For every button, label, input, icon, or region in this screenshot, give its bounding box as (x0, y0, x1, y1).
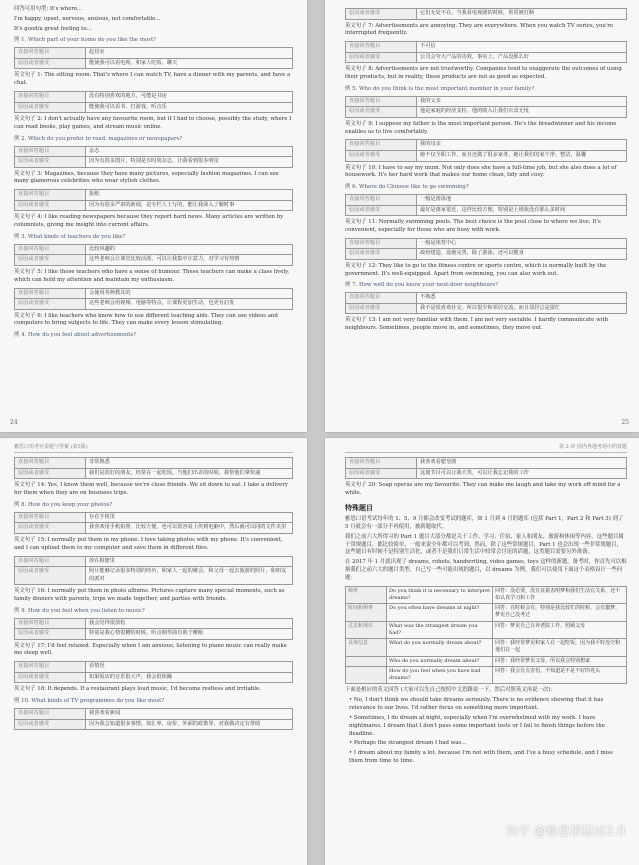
text-line: It's good/a great feeling to... (14, 25, 92, 32)
answer-key: 直接回答题目 (346, 96, 417, 107)
dream-question: How do you feel when you have bad dreams? (387, 666, 493, 684)
answer-key: 直接回答题目 (15, 92, 86, 103)
section-title: 特殊题目 (345, 503, 373, 512)
example-number: 例 5. (345, 85, 359, 92)
page-number: 25 (621, 419, 629, 426)
answer-value: 能使我可以看书、打游戏、听音乐 (86, 102, 293, 113)
answer-row (346, 150, 627, 161)
page-body (345, 457, 627, 498)
page-bottom-right (325, 438, 639, 865)
bullet-item: • Sometimes, I do dream at night, especially when I'm overwhelmed with my work. I have nightmares. I dream that I don't pass some important tests or I fail to finish things before the deadline. (349, 714, 605, 737)
answer-value: 照片能够记录很多特别的经历，和家人一起的聚会，和父母一起去旅游的照片，和朋友的派对 (86, 567, 293, 585)
answer-value: 存在手机里 (86, 512, 293, 523)
running-header: 雅思口语考官说题与答案 (第5版) (14, 444, 293, 453)
answer-key: 直接回答题目 (15, 288, 86, 299)
bullet-item: • No, I don't think we should take dreams seriously. There is no evidence showing that it has relevance to our lives. I'd rather focus on something more important. (349, 697, 604, 712)
answer-row (15, 662, 293, 673)
answer-key: 原因或者感受 (346, 249, 417, 260)
sentence-text: I normally put them in photo albums. Pictures capture many special moments, such as family dinners with parents, trips we made together, and parties with friends. (14, 588, 285, 602)
sentence-text: Normally swimming pools. The best choice is the pool close to where we live. It's convenient, especially for those who are busy with work. (345, 219, 601, 233)
example-number: 例 4. (14, 332, 28, 339)
answer-row (15, 556, 293, 567)
question-text: Who do you think is the most important member in your family? (358, 85, 535, 92)
answer-value: 看情况 (86, 662, 293, 673)
answer-key: 原因或者感受 (15, 157, 86, 168)
answer-row (346, 195, 627, 206)
sentence-label: 英文句子 1: (14, 72, 45, 79)
bullet-item: • Perhaps the strangest dream I had was... (349, 740, 467, 747)
question-text: Where do Chinese like to go swimming? (358, 184, 469, 191)
answer-value: 一般是游泳池 (417, 195, 627, 206)
paragraph: 雅思口语考试每年的 1、5、9 月都会改变考试的题库，如 1 月到 4 月的题库 (包括 Part 1，Part 2 和 Part 3) 到了 5 月就会有一部分不再使用，被新题取代。 (345, 516, 624, 530)
dream-row (346, 666, 627, 684)
dream-question-table (345, 586, 627, 685)
answer-table (14, 288, 293, 310)
answer-row (15, 288, 293, 299)
dream-answer: 回答：梦见自己在养老院工作，照顾父母 (493, 621, 627, 639)
answer-value: 这些老师会用视频、电脑等特点，让课程更加生动，也更有启发 (86, 299, 293, 310)
dream-question: Do you think it is necessary to interpret dreams? (387, 586, 493, 604)
answer-value: 我的父亲 (417, 96, 627, 107)
answer-row (15, 567, 293, 585)
sentence-text: I like reading newspapers because they report hard news. Many articles are written by columnists, giving me insight into current affairs. (14, 214, 284, 229)
sentence-label: 英文句子 18: (14, 686, 48, 693)
sentence-label: 英文句子 20: (345, 482, 379, 489)
answer-table (345, 457, 627, 479)
answer-value: 非常熟悉 (86, 458, 293, 469)
answer-key: 直接回答题目 (15, 146, 86, 157)
answer-key: 原因或者感受 (346, 303, 417, 314)
answer-row (346, 238, 627, 249)
dream-question: What was the strangest dream you had? (387, 621, 493, 639)
dream-answer: 回答：我会有点害怕，不知道是不是不好的兆头 (493, 666, 627, 684)
answer-value: 不可信 (417, 42, 627, 53)
answer-key: 直接回答题目 (15, 458, 86, 469)
answer-row (346, 9, 627, 20)
answer-row (346, 249, 627, 260)
page-bottom-left (0, 438, 307, 865)
answer-key: 直接回答题目 (346, 458, 417, 469)
sentence-text: They like to go to the fitness centre or sports centre, which is normally built by the government. It's well-equipped. Apart from swimming, you can also work out. (345, 262, 607, 277)
answer-key: 原因或者感受 (346, 9, 417, 20)
answer-row (346, 303, 627, 314)
sentence-text: I am not very familiar with them. I am not very sociable. I hardly communicate with neighbours. Sometimes, people move in, and sometimes, they move out. (345, 317, 609, 332)
page-content (14, 444, 293, 733)
sentence-text: I like those teachers who have a sense of humour. These teachers can make a class lively, which can hold my attention and maintain my enthusiasm. (14, 268, 290, 283)
english-sentence (345, 165, 627, 181)
answer-row (15, 672, 293, 683)
answer-table (345, 139, 627, 161)
dream-question: Who do you normally dream about? (387, 656, 493, 666)
answer-key: 直接回答题目 (15, 512, 86, 523)
answer-value: 一般是体育中心 (417, 238, 627, 249)
dream-category: 频率 (346, 586, 387, 604)
answer-row (15, 618, 293, 629)
sentence-label: 英文句子 7: (345, 22, 376, 29)
answer-table (14, 618, 293, 640)
answer-value: 不熟悉 (417, 293, 627, 304)
example-number: 例 3. (14, 234, 28, 241)
sentence-text: Soap operas are my favourite. They can make me laugh and take my work off mind for a while. (345, 482, 621, 497)
sentence-label: 英文句子 8: (345, 66, 376, 73)
answer-value: 能使我可以看电视、和家人吃饭、聊天 (86, 58, 293, 69)
question-text: How do you feel when you listen to music? (27, 607, 145, 614)
answer-key: 直接回答题目 (346, 42, 417, 53)
answer-row (15, 299, 293, 310)
answer-key: 原因或者感受 (15, 299, 86, 310)
answer-value: 我喜欢看肥皂剧 (417, 458, 627, 469)
answer-key: 原因或者感受 (15, 719, 86, 730)
paragraph: 在 2017 年 1 月就出现了 dreams, robots, handwriting, video games, toys 这样的新题。备考时，你首先可以根据我们之前六大的题目类型，自己写一些可能出现的题目，以 dreams 为例，我们可以使用下面这个表格设计一些问题： (345, 559, 627, 581)
answer-row (15, 146, 293, 157)
answer-value: 我喜欢用手机拍照，比较方便，也可以很容易上传到电脑中，然后就可以同的文件夹里 (86, 523, 293, 534)
dream-category: 时间和频率 (346, 604, 387, 622)
answer-row (346, 205, 627, 216)
answer-key: 原因或者感受 (346, 150, 417, 161)
answer-key: 直接回答题目 (15, 48, 86, 59)
page-content (14, 6, 293, 342)
sentence-label: 英文句子 6: (14, 312, 45, 319)
answer-row (15, 200, 293, 211)
answer-row (15, 458, 293, 469)
example-question (345, 184, 627, 192)
answer-bullets (345, 697, 627, 766)
dream-answer: 回答：我经常梦见父母，所以我会特别想家 (493, 656, 627, 666)
answer-value: 没有特别喜欢的地方，可能是书房 (86, 92, 293, 103)
answer-key: 直接回答题目 (346, 293, 417, 304)
answer-row (15, 523, 293, 534)
answer-value: 它们无处不在，当我看电视剧的时候，常常被打断 (417, 9, 627, 20)
english-sentence (14, 482, 293, 498)
answer-row (15, 58, 293, 69)
example-question (14, 608, 293, 616)
page-number: 24 (10, 419, 18, 426)
answer-table (345, 292, 627, 314)
page-content (345, 444, 627, 768)
answer-row (15, 709, 293, 720)
english-sentence (345, 23, 627, 39)
answer-row (15, 468, 293, 479)
question-text: Which do you prefer to read, magazines or newspapers? (27, 135, 183, 142)
answer-value: 特别是我心情很糟的时候，听点钢琴曲有助于睡眠 (86, 629, 293, 640)
english-sentence (345, 66, 627, 82)
example-question (14, 136, 293, 144)
answer-key: 原因或者感受 (346, 52, 417, 63)
english-sentence (345, 121, 627, 137)
sentence-label: 英文句子 13: (345, 317, 379, 324)
answer-key: 原因或者感受 (15, 58, 86, 69)
example-number: 例 2. (14, 135, 28, 142)
answer-key: 原因或者感受 (15, 523, 86, 534)
dream-question: What do you normally dream about? (387, 639, 493, 657)
answer-value: 他是家庭的经济支柱，他的收入让我们衣食无忧 (417, 107, 627, 118)
answer-value: 放在相册里 (86, 556, 293, 567)
dream-answer: 回答：有时候会有，特别是我比较忙的时候，会有噩梦，梦见自己没考过 (493, 604, 627, 622)
example-question (14, 698, 293, 706)
answer-row (346, 96, 627, 107)
section-paragraphs (345, 516, 627, 583)
sentence-label: 英文句子 11: (345, 219, 379, 226)
question-text: How well do you know your next-door neighbours? (358, 282, 499, 289)
watermark: 知乎 @雅思情报站2.0 (506, 824, 625, 838)
answer-value: 最好是离家很近，这样比较方便，特别是上班族没有那么多时间 (417, 205, 627, 216)
answer-key: 直接回答题目 (15, 662, 86, 673)
question-text: How do you feel about advertisements? (27, 332, 137, 339)
sentence-text: I'd feel relaxed. Especially when I am anxious, listening to piano music can really make me sleep well. (14, 642, 287, 657)
answer-value: 这些老师会让课堂比较活泼，可以让我集中注意力，对学习有热情 (86, 255, 293, 266)
english-sentence (14, 313, 293, 329)
answer-intro: 下面是相应的英文回答 (大家可以先自己按照中文思路说一下，然后对照英文再说一次)： (345, 687, 556, 694)
sentence-text: Yes, I know them well, because we're close friends. We sit down to eat. I take a delivery for them when they are on business trips. (14, 482, 288, 497)
answer-table (345, 41, 627, 63)
answer-key: 直接回答题目 (346, 140, 417, 151)
sentence-text: The sitting room. That's where I can watch TV, have a dinner with my parents, and have a chat. (14, 72, 291, 87)
example-number: 例 10. (14, 698, 32, 705)
answer-value: 我喜欢看新闻 (86, 709, 293, 720)
answer-table (14, 47, 293, 69)
example-question (345, 86, 627, 94)
answer-value: 比较风趣的 (86, 244, 293, 255)
answer-value: 我们是很好的朋友，经常在一起吃饭，当他们出差的时候，我帮他们拿快递 (86, 468, 293, 479)
sentence-text: I have to say my mum. Not only does she have a full-time job, but she also does a lot of housework. It's her hard work that makes our home clean, tidy and cosy. (345, 164, 617, 179)
sentence-text: I normally put them in my phone. I love taking photos with my phone. It's convenient, and I can upload them to my computer and save them in different files. (14, 536, 283, 551)
answer-key: 原因或者感受 (346, 107, 417, 118)
answer-row (15, 102, 293, 113)
english-sentence (14, 116, 293, 132)
answer-row (15, 244, 293, 255)
sentence-label: 英文句子 4: (14, 214, 45, 221)
question-text: Which part of your home do you like the most? (27, 37, 156, 44)
answer-row (15, 157, 293, 168)
answer-table (14, 244, 293, 266)
answer-key: 直接回答题目 (15, 709, 86, 720)
answer-value: 因为有很多图片，特别是有时尚杂志，让我看到很多明星 (86, 157, 293, 168)
answer-table (345, 8, 627, 20)
sentence-label: 英文句子 3: (14, 170, 45, 177)
answer-table (14, 146, 293, 168)
dream-row (346, 639, 627, 657)
example-question (345, 282, 627, 290)
answer-value: 因为有很多严肃的新闻，是专栏人士写的，能让我深入了解时事 (86, 200, 293, 211)
answer-value: 因为我会知道很多事情，如汇率、房价、外面的政策等，对我做决定有帮助 (86, 719, 293, 730)
dream-question: Do you often have dreams at night? (387, 604, 493, 622)
question-text: How do you keep your photos? (27, 501, 113, 508)
dream-category (346, 656, 387, 666)
sentence-text: I don't actually have any favourite room, but if I had to choose, possibly the study, where I can read books, play games, and stream music online. (14, 116, 292, 130)
page-body (14, 457, 293, 730)
example-question (14, 37, 293, 45)
sentence-label: 英文句子 10: (345, 164, 379, 171)
sentence-label: 英文句子 17: (14, 642, 48, 649)
english-sentence (345, 263, 627, 279)
english-sentence (14, 537, 293, 553)
answer-table (345, 194, 627, 216)
answer-key: 直接回答题目 (15, 244, 86, 255)
answer-key: 原因或者感受 (15, 629, 86, 640)
example-question (14, 332, 293, 340)
dream-category (346, 666, 387, 684)
english-sentence (345, 219, 627, 235)
example-number: 例 9. (14, 607, 28, 614)
answer-key: 原因或者感受 (15, 255, 86, 266)
answer-key: 原因或者感受 (15, 102, 86, 113)
answer-key: 原因或者感受 (15, 468, 86, 479)
sentence-label: 英文句子 2: (14, 116, 45, 123)
sentence-text: Advertisements are not trustworthy. Companies tend to exaggerate the outcomes of using their products, but in reality, these products are not as good as expected. (345, 66, 622, 81)
sentence-label: 英文句子 9: (345, 120, 376, 127)
answer-key: 原因或者感受 (15, 567, 86, 585)
answer-key: 原因或者感受 (15, 200, 86, 211)
sentence-text: I suppose my father is the most important person. He's the breadwinner and his income enables us to live comfortably. (345, 120, 617, 135)
answer-row (15, 190, 293, 201)
answer-table (14, 512, 293, 534)
answer-key: 直接回答题目 (346, 195, 417, 206)
answer-value: 起居室 (86, 48, 293, 59)
sentence-label: 英文句子 14: (14, 482, 48, 489)
answer-row (346, 140, 627, 151)
answer-key: 直接回答题目 (15, 190, 86, 201)
answer-table (14, 556, 293, 586)
question-text: What kinds of teachers do you like? (27, 234, 126, 241)
sentence-text: Advertisements are annoying. They are everywhere. When you watch TV series, you're interrupted frequently. (345, 22, 614, 37)
example-question (14, 234, 293, 242)
answer-key: 原因或者感受 (15, 672, 86, 683)
answer-value: 杂志 (86, 146, 293, 157)
example-number: 例 7. (345, 282, 359, 289)
text-line: I'm happy, upset, nervous, anxious, not comfortable... (14, 15, 161, 22)
page-top-right (325, 0, 639, 432)
example-number: 例 1. (14, 37, 28, 44)
sentence-label: 英文句子 15: (14, 536, 48, 543)
paragraph: 我们之前六大所得习的 Part 1 题目大部分都是关于工作、学习、住宿、家人和朋友、旅游和休闲等内容。这些题目属于常规题目，都比较简单，一般来说全年都可以考到。然而，除了这些常规题目，Part 1 也会出现一些非常规题目，这些题目有时候不是特别生活化，或者不是我们日常生活中较常会讨论的话题，这类题目需要另外准备。 (345, 533, 624, 556)
answer-value: 报纸 (86, 190, 293, 201)
sentence-label: 英文句子 12: (345, 262, 379, 269)
answer-key: 直接回答题目 (15, 618, 86, 629)
dream-row (346, 621, 627, 639)
english-sentence (14, 643, 293, 659)
answer-value: 公司会夸大产品的功效，事实上，产品没那么好 (417, 52, 627, 63)
answer-value: 我的母亲 (417, 140, 627, 151)
bullet-item: • I dream about my family a lot, because I'm not with them, and I've a busy schedule, and I miss them from time to time. (349, 750, 613, 765)
answer-row (346, 107, 627, 118)
answer-key: 直接回答题目 (346, 238, 417, 249)
answer-value: 如果饭店的音乐很大声，我会很烦躁 (86, 672, 293, 683)
answer-row (346, 52, 627, 63)
example-number: 例 8. (14, 501, 28, 508)
answer-key: 原因或者感受 (346, 205, 417, 216)
english-sentence (14, 588, 293, 604)
dream-category: 过去和现在 (346, 621, 387, 639)
dream-answer: 回答：没必要，没有证据表明梦和我们生活有关系，还不如认真学习和工作 (493, 586, 627, 604)
page-top-left (0, 0, 307, 432)
answer-row (346, 468, 627, 479)
answer-row (15, 719, 293, 730)
example-question (14, 502, 293, 510)
answer-table (14, 708, 293, 730)
sentence-label: 英文句子 16: (14, 588, 48, 595)
answer-row (346, 42, 627, 53)
answer-row (15, 629, 293, 640)
sentence-text: It depends. If a restaurant plays loud music, I'd become restless and irritable. (47, 686, 261, 693)
answer-value: 这使节目可以让我大笑，可以让我忘记我的工作 (417, 468, 627, 479)
answer-table (345, 96, 627, 118)
answer-key: 直接回答题目 (15, 556, 86, 567)
answer-row (15, 255, 293, 266)
answer-value: 我会觉得很放松 (86, 618, 293, 629)
answer-row (15, 92, 293, 103)
answer-table (14, 661, 293, 683)
english-sentence (14, 269, 293, 285)
dream-answer: 回答：我经常梦见和家人在一起吃饭，因为我平时没空和他们在一起 (493, 639, 627, 657)
english-sentence (14, 171, 293, 187)
answer-table (345, 238, 627, 260)
sentence-text: Magazines, because they have many pictures, especially fashion magazines. I can see many glamorous celebrities who wear stylish clothes. (14, 170, 279, 185)
answer-row (346, 458, 627, 469)
answer-value: 政府建造，设施完善，除了游泳，还可以健身 (417, 249, 627, 260)
answer-table (14, 457, 293, 479)
english-sentence (14, 686, 293, 694)
question-text: What kinds of TV programmes do you like most? (31, 698, 165, 705)
dream-row (346, 656, 627, 666)
dream-row (346, 604, 627, 622)
page-content (345, 6, 627, 336)
answer-row (15, 48, 293, 59)
example-number: 例 6. (345, 184, 359, 191)
answer-value: 她不仅全职工作，而且还做了很多家务，她让我们的家干净、整洁、温馨 (417, 150, 627, 161)
sentence-text: I like teachers who know how to use different teaching aids. They can use videos and computers to bring subjects to life. They can make every lesson stimulating. (14, 312, 278, 327)
english-sentence (345, 317, 627, 333)
dream-row (346, 586, 627, 604)
answer-key: 原因或者感受 (346, 468, 417, 479)
text-line: 回答可用句型: It's where... (14, 6, 83, 12)
english-sentence (14, 214, 293, 230)
answer-value: 我不是很喜欢社交，所以很少和邻居交流，而且邻居总是很忙 (417, 303, 627, 314)
sentence-label: 英文句子 5: (14, 268, 45, 275)
answer-row (346, 293, 627, 304)
answer-value: 会使用各种教具的 (86, 288, 293, 299)
english-sentence (14, 72, 293, 88)
answer-table (14, 189, 293, 211)
running-header: 第 2 章 国内各地考场中的真题 (345, 444, 627, 453)
english-sentence (345, 482, 627, 498)
answer-row (15, 512, 293, 523)
dream-category: 具体信息 (346, 639, 387, 657)
answer-table (14, 91, 293, 113)
